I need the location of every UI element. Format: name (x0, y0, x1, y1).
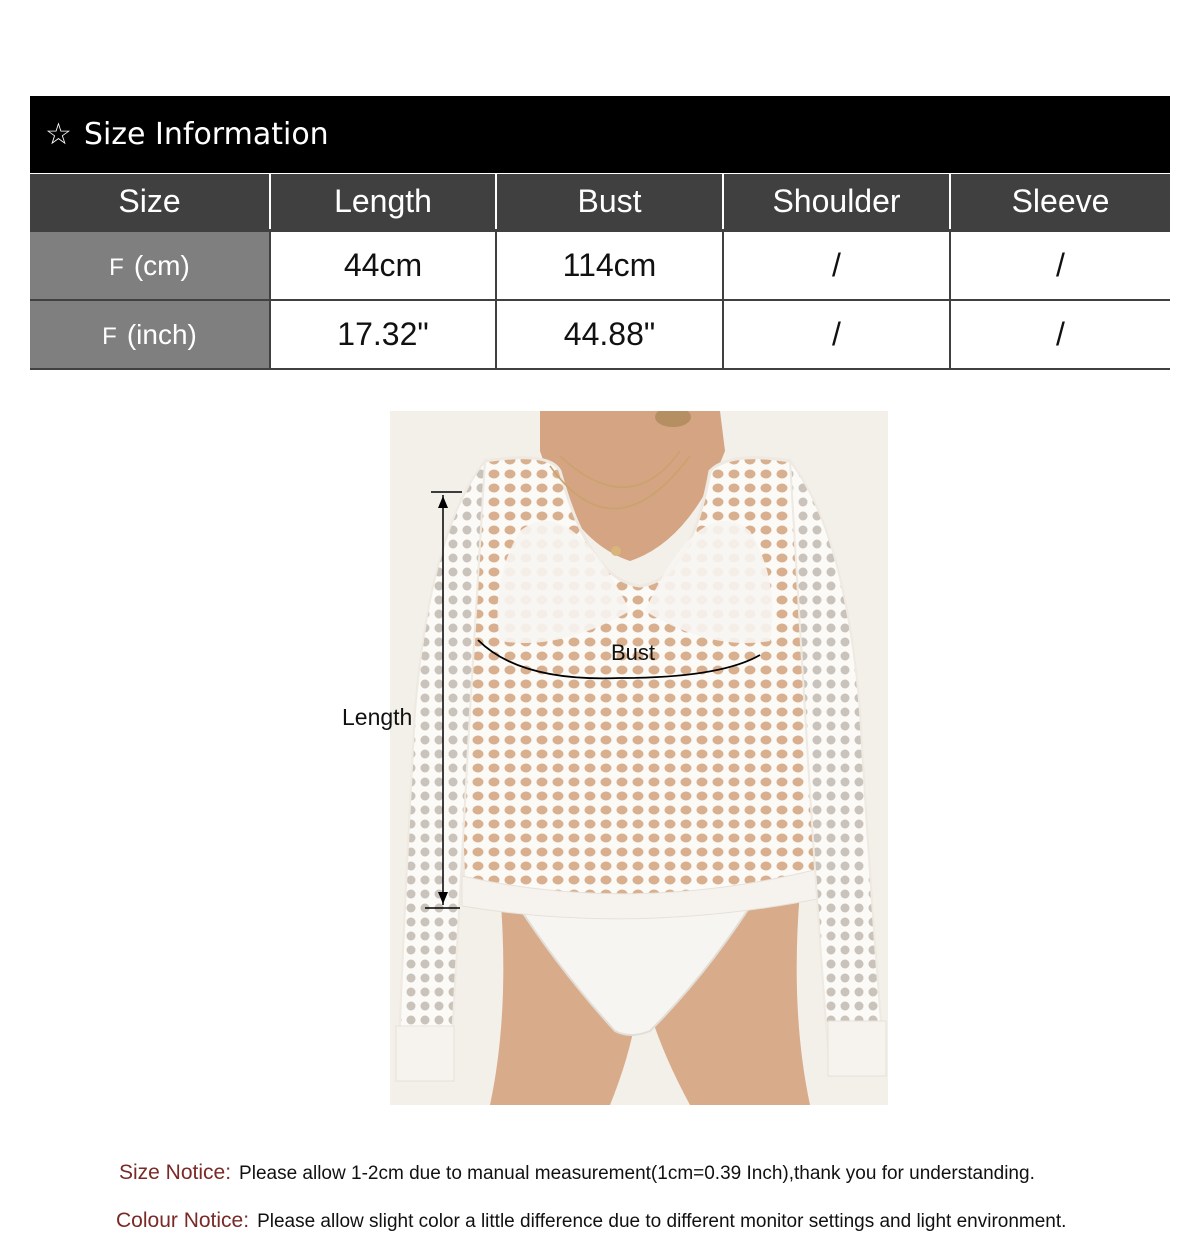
bust-label: Bust (611, 640, 656, 665)
cell-length: 17.32" (270, 300, 496, 369)
table-row (30, 300, 1170, 369)
cell-shoulder: / (723, 231, 950, 301)
cell-sleeve: / (950, 231, 1170, 301)
column-header-bust: Bust (496, 174, 723, 231)
column-header-size: Size (30, 174, 270, 231)
size-notice-text: Please allow 1-2cm due to manual measurement(1cm=0.39 Inch),thank you for understanding. (239, 1163, 1035, 1184)
cell-sleeve: / (950, 300, 1170, 369)
table-header-row (30, 174, 1170, 231)
table-row (30, 231, 1170, 301)
size-table (30, 174, 1170, 370)
section-title: Size Information (83, 117, 329, 152)
size-unit: (cm) (133, 249, 190, 281)
colour-notice (116, 1209, 1066, 1233)
cell-shoulder: / (723, 300, 950, 369)
cell-length: 44cm (270, 231, 496, 301)
size-notice-label: Size Notice: (119, 1161, 232, 1184)
star-outline-icon: ☆ (45, 116, 72, 152)
size-letter: F (109, 253, 124, 281)
product-photo (390, 411, 888, 1105)
size-unit: (inch) (126, 318, 197, 350)
colour-notice-text: Please allow slight color a little difference due to different monitor settings and light environment. (257, 1211, 1067, 1232)
cell-bust: 114cm (496, 231, 723, 301)
row-head-size (30, 300, 270, 369)
colour-notice-label: Colour Notice: (116, 1209, 250, 1232)
size-letter: F (102, 322, 117, 350)
length-label: Length (342, 704, 413, 730)
size-info-title-bar (30, 96, 1170, 173)
cell-bust: 44.88" (496, 300, 723, 369)
column-header-sleeve: Sleeve (950, 174, 1170, 231)
column-header-length: Length (270, 174, 496, 231)
row-head-size (30, 231, 270, 301)
crochet-top-illustration (390, 411, 888, 1105)
column-header-shoulder: Shoulder (723, 174, 950, 231)
size-notice (119, 1161, 1035, 1185)
